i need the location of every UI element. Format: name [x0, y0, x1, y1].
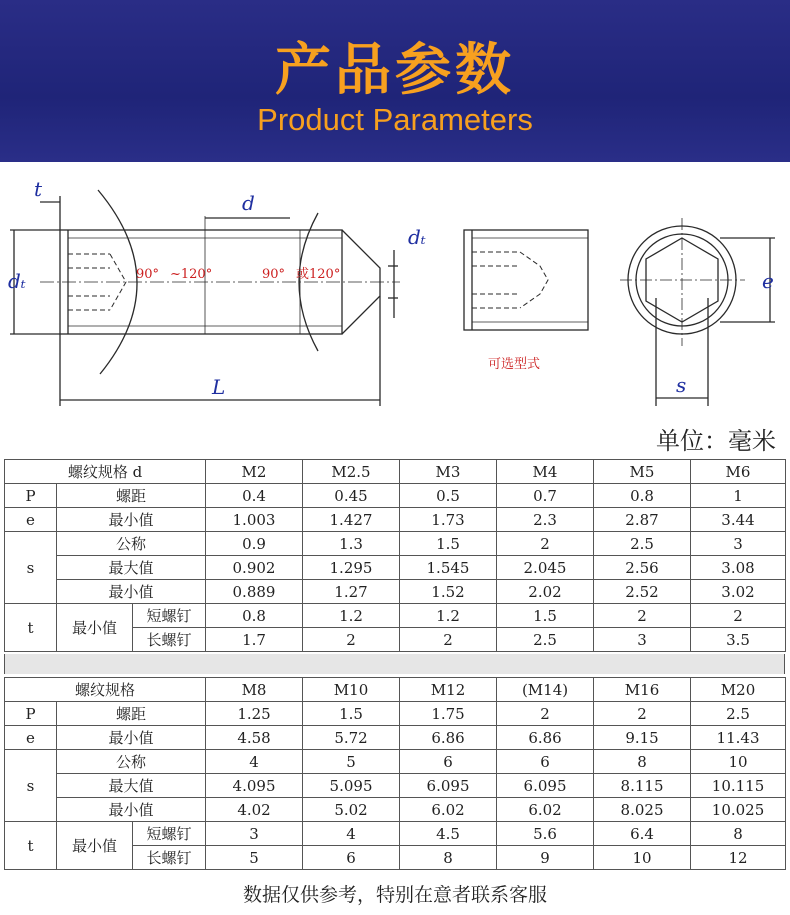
table-cell: 6.02 [497, 798, 594, 822]
table-row [5, 460, 786, 484]
table-cell: 1.2 [303, 604, 400, 628]
table-cell: 2 [691, 604, 786, 628]
set-screw-drawing [0, 168, 790, 423]
table-cell: s [5, 532, 57, 604]
table-cell: 公称 [57, 532, 206, 556]
table-cell: 10 [594, 846, 691, 870]
table-row [5, 484, 786, 508]
table-cell: 3 [691, 532, 786, 556]
table-cell: 4.095 [206, 774, 303, 798]
table-cell: 1.5 [400, 532, 497, 556]
table-cell: 2.5 [497, 628, 594, 652]
table-cell: 1.003 [206, 508, 303, 532]
table-cell: 6 [400, 750, 497, 774]
spec-table-2 [4, 677, 786, 870]
table-cell: 最小值 [57, 604, 133, 652]
table-cell: 2 [303, 628, 400, 652]
table-cell: M16 [594, 678, 691, 702]
table-cell: 2.3 [497, 508, 594, 532]
table-cell: 1.73 [400, 508, 497, 532]
spec-table-1 [4, 459, 786, 652]
table-cell: 1.52 [400, 580, 497, 604]
table-cell: 12 [691, 846, 786, 870]
table-cell: 3 [594, 628, 691, 652]
table-cell: 最小值 [57, 580, 206, 604]
table-cell: 最大值 [57, 774, 206, 798]
table-cell: 最大值 [57, 556, 206, 580]
table-cell: 2.5 [594, 532, 691, 556]
thread-spec-label: 螺纹规格 d [5, 460, 206, 484]
table-cell: M3 [400, 460, 497, 484]
table-row [5, 508, 786, 532]
table-cell: s [5, 750, 57, 822]
table-cell: M8 [206, 678, 303, 702]
table-cell: 3.5 [691, 628, 786, 652]
table-cell: 短螺钉 [133, 822, 206, 846]
table-cell: 6.86 [400, 726, 497, 750]
angle-left-90: 90° [136, 267, 160, 282]
table-cell: t [5, 822, 57, 870]
unit-label: 单位：毫米 [656, 427, 776, 455]
table-cell: 4.02 [206, 798, 303, 822]
table-cell: 6.095 [400, 774, 497, 798]
table-row [5, 774, 786, 798]
label-d: d [242, 191, 255, 215]
table-row [5, 678, 786, 702]
table-cell: 2 [594, 702, 691, 726]
table-cell: 0.8 [206, 604, 303, 628]
table-cell: 最小值 [57, 798, 206, 822]
table-cell: 8 [691, 822, 786, 846]
table-cell: 2.52 [594, 580, 691, 604]
table-cell: 4.5 [400, 822, 497, 846]
table-cell: 1 [691, 484, 786, 508]
title-cn: 产品参数 [275, 38, 515, 103]
table-cell: 2.56 [594, 556, 691, 580]
table-cell: 4 [206, 750, 303, 774]
table-cell: 6 [303, 846, 400, 870]
table-cell: e [5, 508, 57, 532]
table-cell: 8.025 [594, 798, 691, 822]
table-cell: 10.025 [691, 798, 786, 822]
table-cell: (M14) [497, 678, 594, 702]
table-cell: 4 [303, 822, 400, 846]
table-cell: 5.72 [303, 726, 400, 750]
table-cell: 4.58 [206, 726, 303, 750]
table-cell: 2 [400, 628, 497, 652]
table-cell: 1.5 [497, 604, 594, 628]
table-cell: M12 [400, 678, 497, 702]
table-cell: 0.9 [206, 532, 303, 556]
table-cell: 2.045 [497, 556, 594, 580]
table-row [5, 604, 786, 628]
table-cell: t [5, 604, 57, 652]
table-cell: 8.115 [594, 774, 691, 798]
label-dt: dₜ [8, 269, 26, 293]
table-row [5, 822, 786, 846]
table-cell: 0.5 [400, 484, 497, 508]
table-cell: 3.44 [691, 508, 786, 532]
optional-style-view [464, 230, 588, 330]
thread-spec-label: 螺纹规格 [5, 678, 206, 702]
table-row [5, 580, 786, 604]
table-cell: 5 [303, 750, 400, 774]
table-cell: M6 [691, 460, 786, 484]
table-cell: 1.3 [303, 532, 400, 556]
table-cell: 0.889 [206, 580, 303, 604]
table-cell: 8 [594, 750, 691, 774]
table-cell: 1.2 [400, 604, 497, 628]
table-cell: M4 [497, 460, 594, 484]
table-cell: 1.75 [400, 702, 497, 726]
table-cell: 6.02 [400, 798, 497, 822]
table-cell: 1.5 [303, 702, 400, 726]
table-cell: e [5, 726, 57, 750]
table-cell: P [5, 484, 57, 508]
table-row [5, 798, 786, 822]
table-cell: 9.15 [594, 726, 691, 750]
table-cell: 5.6 [497, 822, 594, 846]
table-cell: 5.02 [303, 798, 400, 822]
table-cell: 公称 [57, 750, 206, 774]
table-cell: 0.45 [303, 484, 400, 508]
footer-note: 数据仅供参考，特别在意者联系客服 [242, 884, 547, 906]
table-cell: 长螺钉 [133, 628, 206, 652]
table-cell: M5 [594, 460, 691, 484]
label-e: e [762, 269, 774, 293]
angle-right-90: 90° [262, 267, 286, 282]
angle-left-120: ~120° [170, 267, 213, 282]
table-cell: 1.25 [206, 702, 303, 726]
label-L: L [212, 375, 226, 399]
table-cell: 8 [400, 846, 497, 870]
label-dt-right: dₜ [408, 225, 426, 249]
table-cell: 6.86 [497, 726, 594, 750]
table-row [5, 702, 786, 726]
table-cell: 最小值 [57, 508, 206, 532]
table-cell: 3.02 [691, 580, 786, 604]
table-cell: 1.295 [303, 556, 400, 580]
optional-style-label: 可选型式 [488, 357, 541, 372]
table-cell: 1.27 [303, 580, 400, 604]
table-cell: 2 [497, 702, 594, 726]
table-cell: 6 [497, 750, 594, 774]
table-cell: M2 [206, 460, 303, 484]
table-cell: 螺距 [57, 702, 206, 726]
table-cell: 9 [497, 846, 594, 870]
table-cell: M20 [691, 678, 786, 702]
label-t: t [34, 177, 43, 201]
table-cell: 最小值 [57, 726, 206, 750]
table-cell: 长螺钉 [133, 846, 206, 870]
table-cell: 11.43 [691, 726, 786, 750]
table-cell: 0.902 [206, 556, 303, 580]
table-cell: 1.7 [206, 628, 303, 652]
header-banner [0, 0, 790, 162]
table-cell: 0.8 [594, 484, 691, 508]
table-cell: 0.4 [206, 484, 303, 508]
table-cell: M10 [303, 678, 400, 702]
table-cell: 2.02 [497, 580, 594, 604]
table-cell: 2.5 [691, 702, 786, 726]
table-cell: 2 [594, 604, 691, 628]
table-cell: 3 [206, 822, 303, 846]
title-en: Product Parameters [257, 102, 533, 137]
table-cell: 6.4 [594, 822, 691, 846]
table-row [5, 726, 786, 750]
table-cell: 10.115 [691, 774, 786, 798]
angle-right-120: 或120° [296, 267, 341, 282]
table-cell: 最小值 [57, 822, 133, 870]
table-cell: 3.08 [691, 556, 786, 580]
table-cell: 短螺钉 [133, 604, 206, 628]
table-cell: 螺距 [57, 484, 206, 508]
table-cell: M2.5 [303, 460, 400, 484]
table-separator [4, 654, 785, 674]
table-cell: 5 [206, 846, 303, 870]
table-cell: 2 [497, 532, 594, 556]
table-cell: 2.87 [594, 508, 691, 532]
table-row [5, 556, 786, 580]
table-cell: 0.7 [497, 484, 594, 508]
table-row [5, 532, 786, 556]
table-row [5, 750, 786, 774]
table-cell: 6.095 [497, 774, 594, 798]
table-cell: P [5, 702, 57, 726]
table-cell: 1.545 [400, 556, 497, 580]
label-s: s [676, 373, 687, 397]
table-cell: 10 [691, 750, 786, 774]
table-cell: 1.427 [303, 508, 400, 532]
table-cell: 5.095 [303, 774, 400, 798]
